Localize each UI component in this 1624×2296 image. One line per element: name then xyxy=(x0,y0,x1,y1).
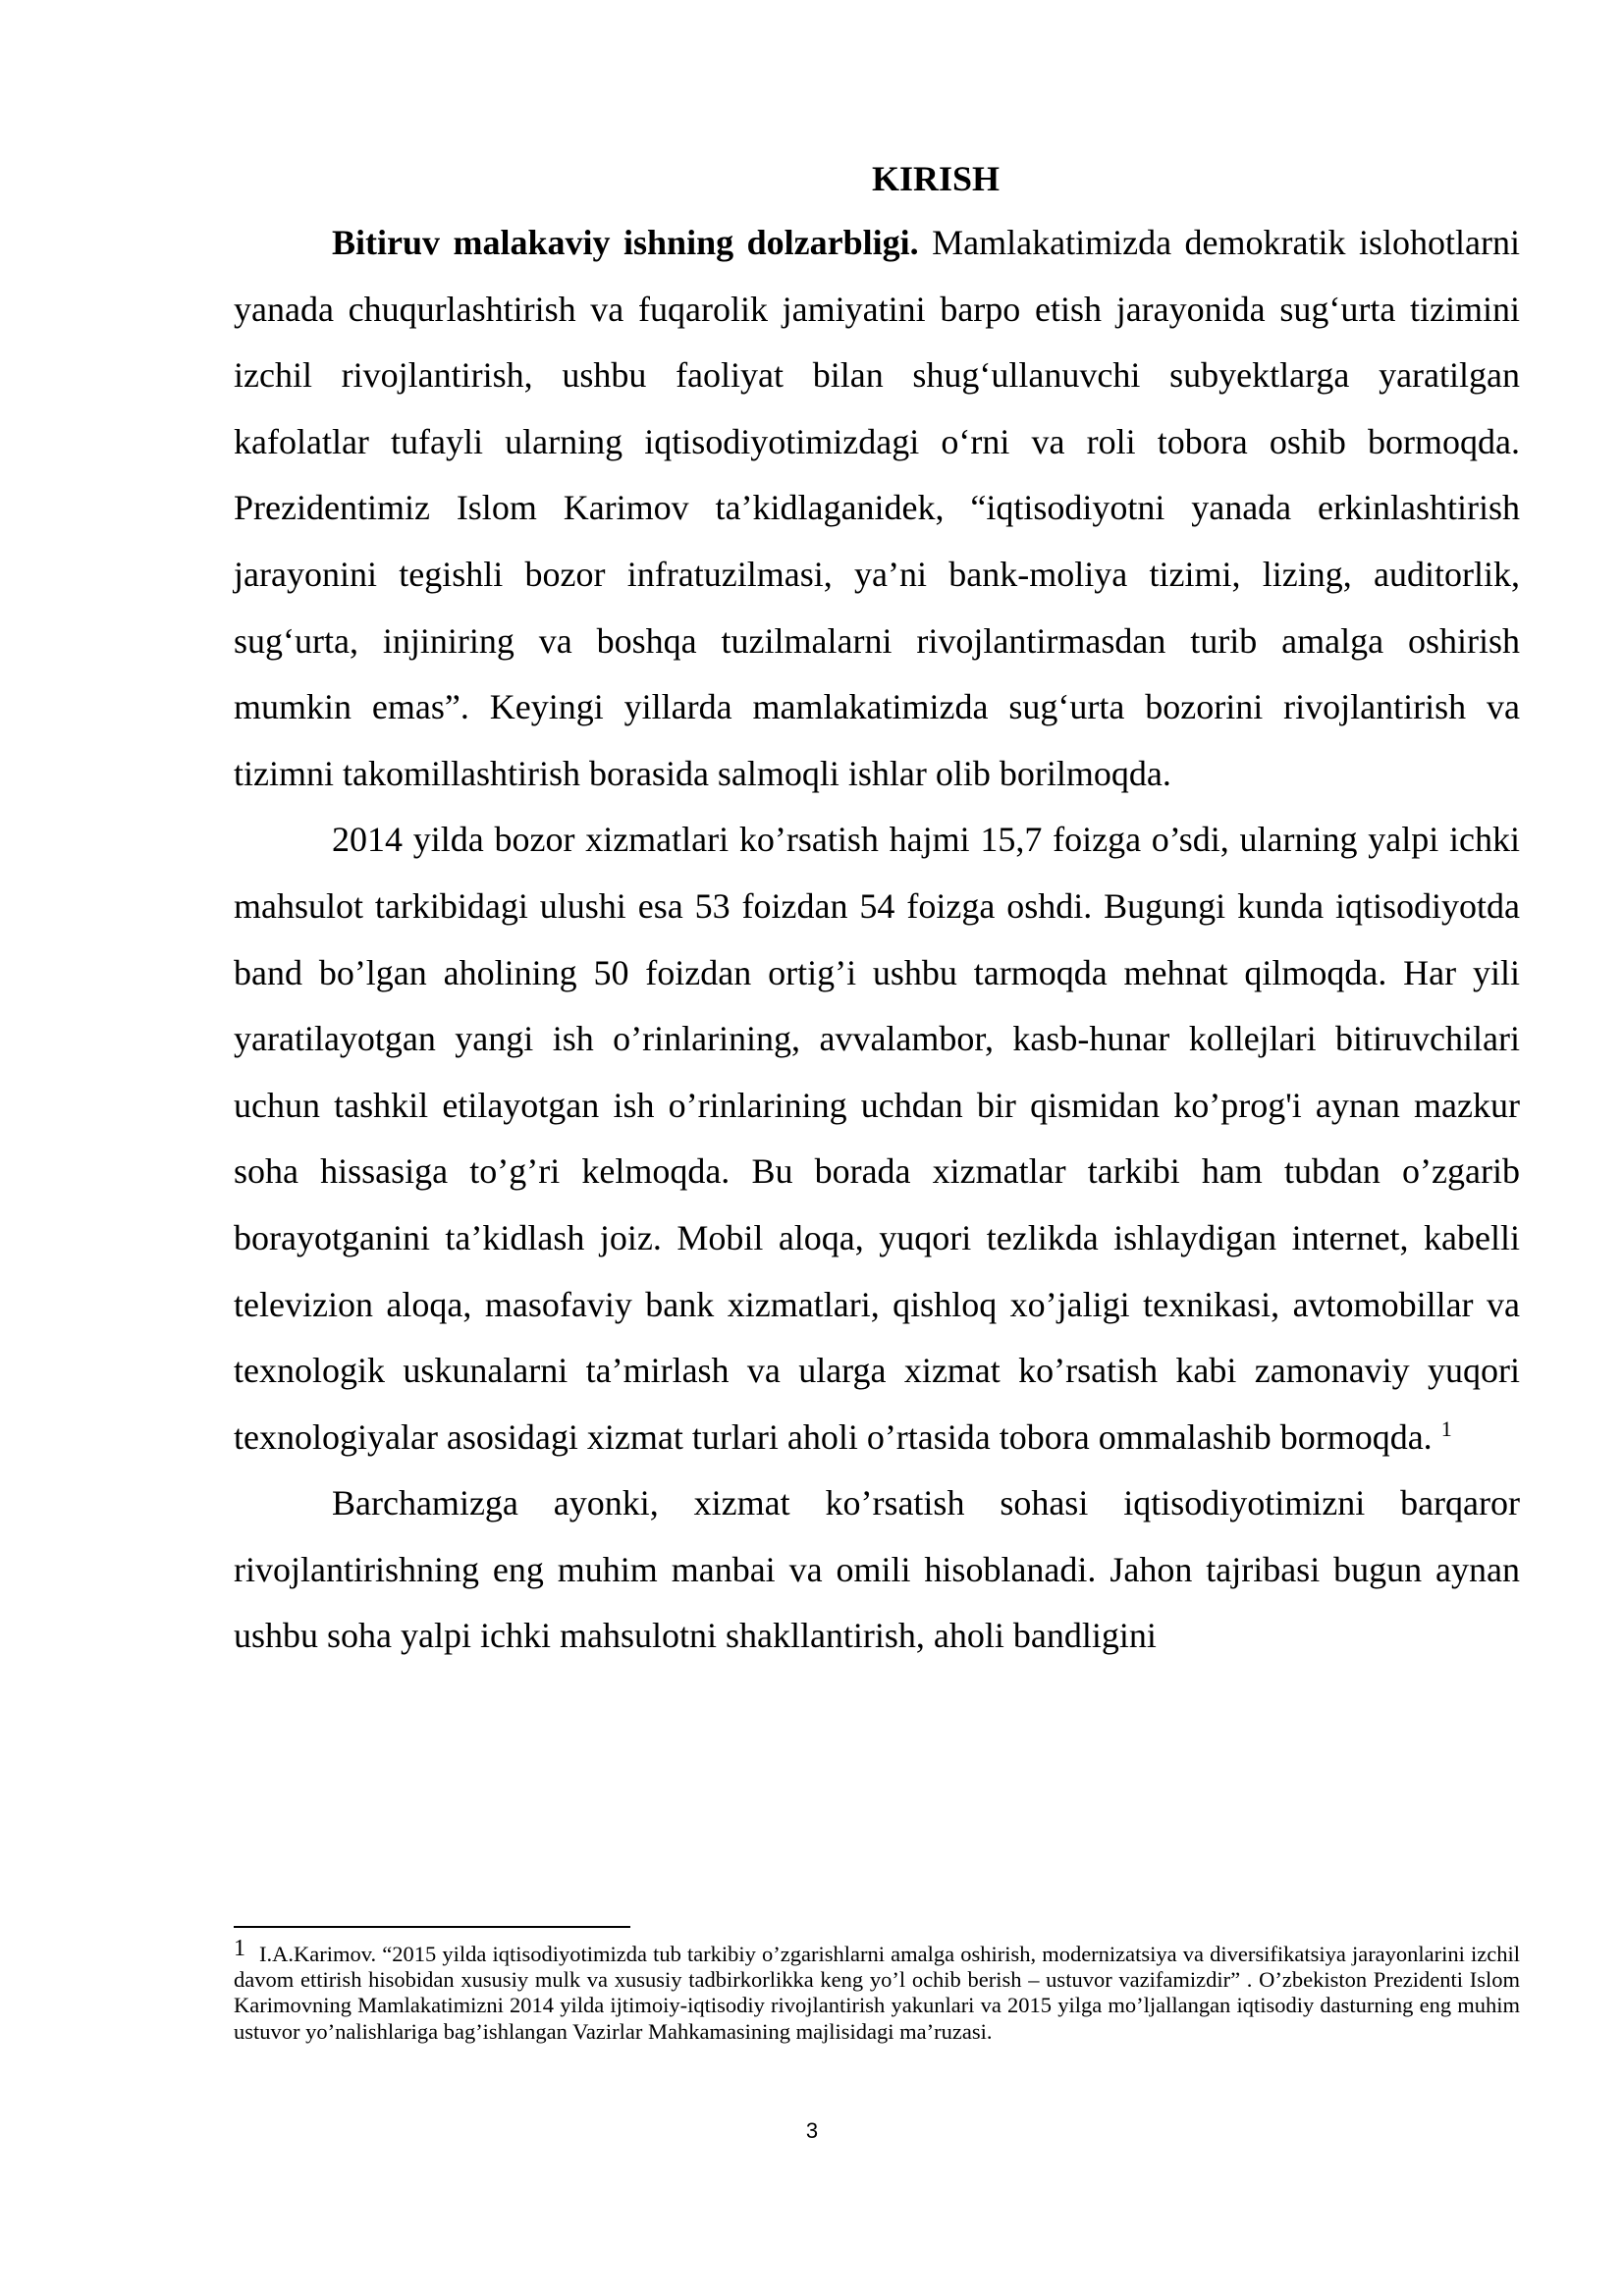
paragraph-text: 2014 yilda bozor xizmatlari ko’rsatish hajmi 15,7 foizga o’sdi, ularning yalpi ichki mahsulot tarkibidagi ulushi esa 53 foizdan 54 foizga oshdi. Bugungi kunda iqtisodiyotda band bo’lgan aholining 50 foizdan ortig’i ushbu tarmoqda mehnat qilmoqda. Har yili yaratilayotgan yangi ish o’rinlarining, avvalambor, kasb-hunar kollejlari bitiruvchilari uchun tashkil etilayotgan ish o’rinlarining uchdan bir qismidan ko’prog'i aynan mazkur soha hissasiga to’g’ri kelmoqda. Bu borada xizmatlar tarkibi ham tubdan o’zgarib borayotganini ta’kidlash joiz. Mobil aloqa, yuqori tezlikda ishlaydigan internet, kabelli televizion aloqa, masofaviy bank xizmatlari, qishloq xo’jaligi texnikasi, avtomobillar va texnologik uskunalarni ta’mirlash va ularga xizmat ko’rsatish kabi zamonaviy yuqori texnologiyalar asosidagi xizmat turlari aholi o’rtasida tobora ommalashib bormoqda. xyxy=(234,820,1520,1457)
footnote-marker: 1 xyxy=(234,1936,245,1961)
paragraph-text: Barchamizga ayonki, xizmat ko’rsatish sohasi iqtisodiyotimizni barqaror rivojlantirishning eng muhim manbai va omili hisoblanadi. Jahon tajribasi bugun aynan ushbu soha yalpi ichki mahsulotni shakllantirish, aholi bandligini xyxy=(234,1483,1520,1656)
paragraph-1 xyxy=(234,210,1520,807)
page-body xyxy=(234,147,1520,1670)
page-number: 3 xyxy=(805,2118,819,2143)
footnote-reference[interactable]: 1 xyxy=(1440,1415,1452,1441)
paragraph-text: Mamlakatimizda demokratik islohotlarni yanada chuqurlashtirish va fuqarolik jamiyatini barpo etish jarayonida sug‘urta tizimini izchil rivojlantirish, ushbu faoliyat bilan shug‘ullanuvchi subyektlarga yaratilgan kafolatlar tufayli ularning iqtisodiyotimizdagi o‘rni va roli tobora oshib bormoqda. Prezidentimiz Islom Karimov ta’kidlaganidek, “iqtisodiyotni yanada erkinlashtirish jarayonini tegishli bozor infratuzilmasi, ya’ni bank-moliya tizimi, lizing, auditorlik, sug‘urta, injiniring va boshqa tuzilmalarni rivojlantirmasdan turib amalga oshirish mumkin emas”. Keyingi yillarda mamlakatimizda sug‘urta bozorini rivojlantirish va tizimni takomillashtirish borasida salmoqli ishlar olib borilmoqda. xyxy=(234,223,1520,793)
paragraph-2 xyxy=(234,807,1520,1470)
section-heading: KIRISH xyxy=(871,159,1001,198)
footnote-text: I.A.Karimov. “2015 yilda iqtisodiyotimizda tub tarkibiy o’zgarishlarni amalga oshirish, modernizatsiya va diversifikatsiya jarayonlarini izchil davom ettirish hisobidan xususiy mulk va xususiy tadbirkorlikka keng yo’l ochib berish – ustuvor vazifamizdir” . O’zbekiston Prezidenti Islom Karimovning Mamlakatimizni 2014 yilda ijtimoiy-iqtisodiy rivojlantirish yakunlari va 2015 yilga mo’ljallangan iqtisodiy dasturning eng muhim ustuvor yo’nalishlariga bag’ishlangan Vazirlar Mahkamasining majlisidagi ma’ruzasi. xyxy=(234,1942,1520,2044)
footnote-separator xyxy=(234,1926,630,1928)
paragraph-3 xyxy=(234,1470,1520,1670)
footnote xyxy=(234,1936,1520,2045)
paragraph-lead-bold: Bitiruv malakaviy ishning dolzarbligi. xyxy=(332,223,919,262)
